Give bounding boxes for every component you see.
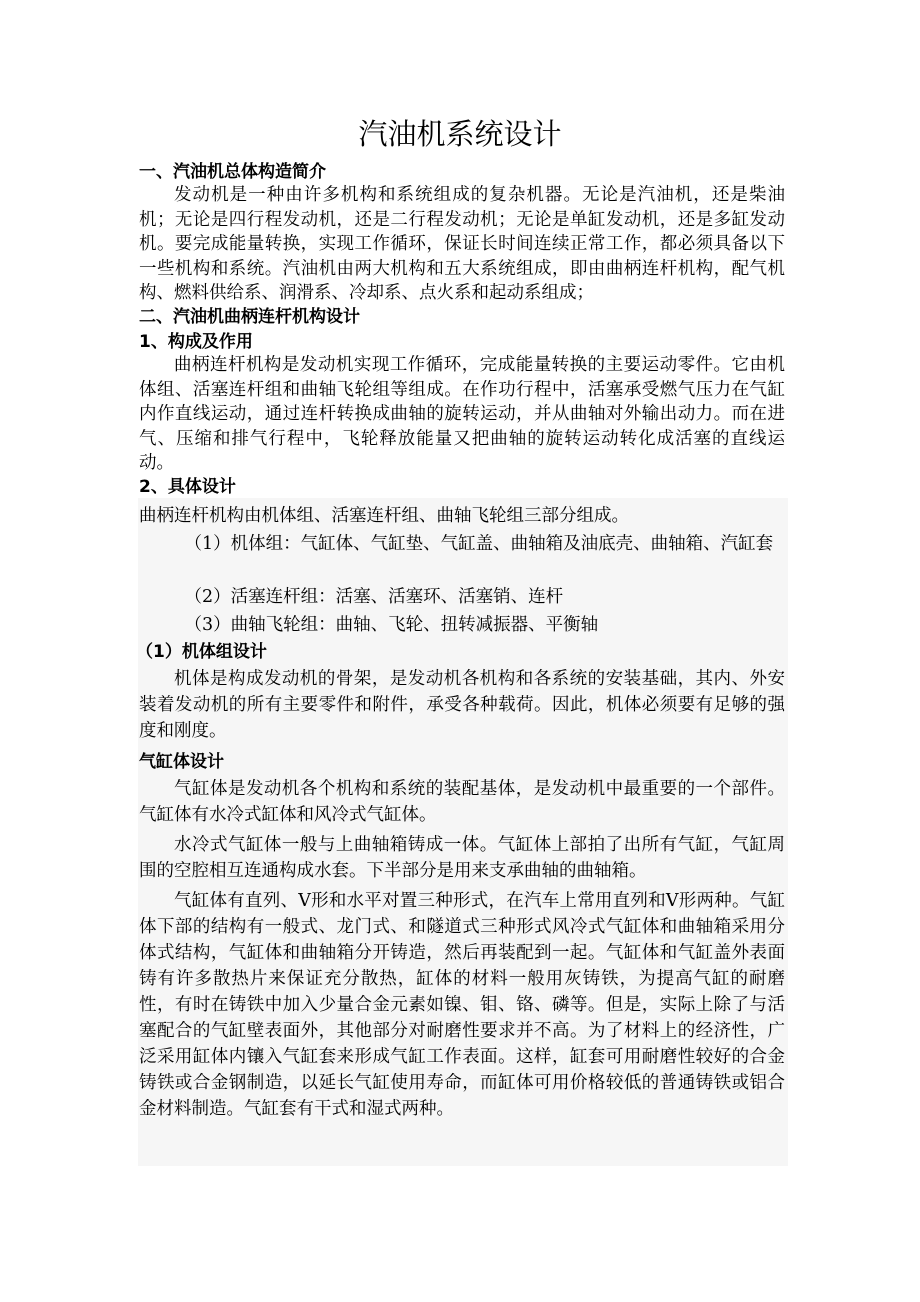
- subheading-block-design: （1）机体组设计: [136, 642, 267, 662]
- paragraph-overview: 发动机是一种由许多机构和系统组成的复杂机器。无论是汽油机，还是柴油机；无论是四行程发动机，还是二行程发动机；无论是单缸发动机，还是多缸发动机。要完成能量转换，实现工作循环，保证长时间连续正常工作，都必须具备以下一些机构和系统。汽油机由两大机构和五大系统组成，即由曲柄连杆机构，配气机构、燃料供给系、润滑系、冷却系、点火系和起动系组成；: [139, 185, 785, 303]
- paragraph-cylinder-1: 气缸体是发动机各个机构和系统的装配基体，是发动机中最重要的一个部件。气缸体有水冷式缸体和风冷式气缸体。: [139, 779, 785, 825]
- list-item-piston-rod: （2）活塞连杆组：活塞、活塞环、活塞销、连杆: [184, 587, 564, 607]
- paragraph-cylinder-3: 气缸体有直列、V形和水平对置三种形式，在汽车上常用直列和V形两种。气缸体下部的结构有一般式、龙门式、和隧道式三种形式风冷式气缸体和曲轴箱采用分体式结构，气缸体和曲轴箱分开铸造，然后再装配到一起。气缸体和气缸盖外表面铸有许多散热片来保证充分散热，缸体的材料一般用灰铸铁，为提高气缸的耐磨性，有时在铸铁中加入少量合金元素如镍、钼、铬、磷等。但是，实际上除了与活塞配合的气缸壁表面外，其他部分对耐磨性要求并不高。为了材料上的经济性，广泛采用缸体内镶入气缸套来形成气缸工作表面。这样，缸套可用耐磨性较好的合金铸铁或合金钢制造，以延长气缸使用寿命，而缸体可用价格较低的普通铸铁或铝合金材料制造。气缸套有干式和湿式两种。: [139, 891, 785, 1119]
- subheading-design: 2、具体设计: [139, 477, 236, 497]
- list-item-engine-block: （1）机体组：气缸体、气缸垫、气缸盖、曲轴箱及油底壳、曲轴箱、汽缸套: [184, 534, 774, 554]
- subheading-composition: 1、构成及作用: [139, 332, 253, 352]
- subheading-cylinder-design: 气缸体设计: [139, 752, 224, 772]
- list-item-crankshaft: （3）曲轴飞轮组：曲轴、飞轮、扭转减振器、平衡轴: [184, 615, 599, 635]
- paragraph-composition: 曲柄连杆机构是发动机实现工作循环，完成能量转换的主要运动零件。它由机体组、活塞连杆组和曲轴飞轮组等组成。在作功行程中，活塞承受燃气压力在气缸内作直线运动，通过连杆转换成曲轴的旋转运动，并从曲轴对外输出动力。而在进气、压缩和排气行程中，飞轮释放能量又把曲轴的旋转运动转化成活塞的直线运动。: [139, 355, 785, 473]
- paragraph-design-intro: 曲柄连杆机构由机体组、活塞连杆组、曲轴飞轮组三部分组成。: [139, 506, 629, 526]
- section-heading-overview: 一、汽油机总体构造简介: [139, 162, 326, 182]
- section-heading-crank: 二、汽油机曲柄连杆机构设计: [139, 307, 360, 327]
- paragraph-cylinder-2: 水冷式气缸体一般与上曲轴箱铸成一体。气缸体上部拍了出所有气缸，气缸周围的空腔相互连通构成水套。下半部分是用来支承曲轴的曲轴箱。: [139, 835, 785, 881]
- paragraph-block-design: 机体是构成发动机的骨架，是发动机各机构和各系统的安装基础，其内、外安装着发动机的所有主要零件和附件，承受各种载荷。因此，机体必须要有足够的强度和刚度。: [139, 669, 785, 741]
- document-title: 汽油机系统设计: [358, 117, 562, 151]
